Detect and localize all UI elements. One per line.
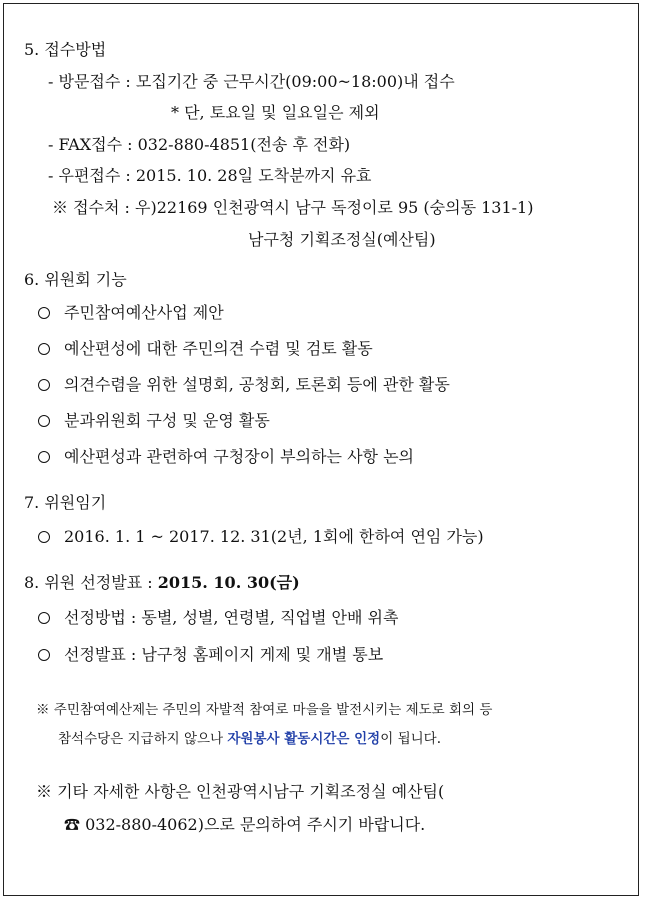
phone-icon: ☎ — [64, 815, 81, 834]
circle-bullet-icon — [38, 612, 50, 624]
list-item: 선정발표 : 남구청 홈페이지 게제 및 개별 통보 — [38, 645, 383, 665]
circle-bullet-icon — [38, 307, 50, 319]
mail-application: - 우편접수 : 2015. 10. 28일 도착분까지 유효 — [48, 166, 372, 185]
section-7-title: 7. 위원임기 — [24, 493, 107, 512]
list-item: 의견수렴을 위한 설명회, 공청회, 토론회 등에 관한 활동 — [38, 375, 450, 395]
list-item: 선정방법 : 동별, 성별, 연령별, 직업별 안배 위촉 — [38, 608, 398, 628]
visit-application: - 방문접수 : 모집기간 중 근무시간(09:00~18:00)내 접수 — [48, 72, 455, 91]
list-item: 예산편성에 대한 주민의견 수렴 및 검토 활동 — [38, 339, 373, 359]
list-item: 분과위원회 구성 및 운영 활동 — [38, 411, 270, 431]
participation-note-line-1: ※ 주민참여예산제는 주민의 자발적 참여로 마을을 발전시키는 제도로 회의 등 — [36, 702, 493, 718]
address-line-2: 남구청 기획조정실(예산팀) — [248, 230, 436, 249]
volunteer-hours-highlight: 자원봉사 활동시간은 인정 — [227, 731, 381, 747]
circle-bullet-icon — [38, 379, 50, 391]
fax-application: - FAX접수 : 032-880-4851(전송 후 전화) — [48, 135, 351, 154]
section-5-title: 5. 접수방법 — [24, 40, 107, 59]
section-8-title: 8. 위원 선정발표 : 2015. 10. 30(금) — [24, 573, 300, 592]
visit-note: * 단, 토요일 및 일요일은 제외 — [171, 103, 380, 122]
participation-note-line-2: 참석수당은 지급하지 않으나 자원봉사 활동시간은 인정이 됩니다. — [58, 731, 441, 747]
section-6-title: 6. 위원회 기능 — [24, 270, 127, 289]
circle-bullet-icon — [38, 649, 50, 661]
list-item: 예산편성과 관련하여 구청장이 부의하는 사항 논의 — [38, 447, 414, 467]
circle-bullet-icon — [38, 451, 50, 463]
list-item: 주민참여예산사업 제안 — [38, 303, 224, 323]
address-line-1: ※ 접수처 : 우)22169 인천광역시 남구 독정이로 95 (숭의동 131-1) — [52, 198, 534, 217]
list-item: 2016. 1. 1 ~ 2017. 12. 31(2년, 1회에 한하여 연임 가능) — [38, 527, 484, 547]
contact-note-line-2: ☎ 032-880-4062)으로 문의하여 주시기 바랍니다. — [64, 815, 426, 834]
circle-bullet-icon — [38, 531, 50, 543]
contact-note-line-1: ※ 기타 자세한 사항은 인천광역시남구 기획조정실 예산팀( — [36, 782, 445, 801]
circle-bullet-icon — [38, 415, 50, 427]
circle-bullet-icon — [38, 343, 50, 355]
